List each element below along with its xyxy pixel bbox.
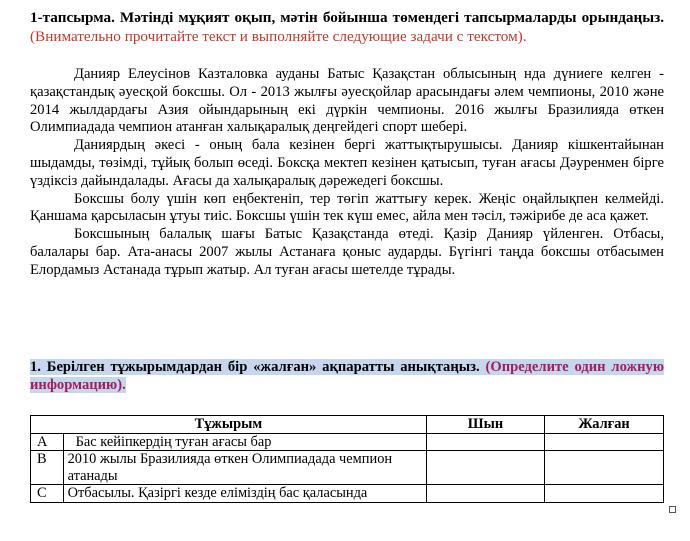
row-statement: Бас кейіпкердің туған ағасы бар xyxy=(63,433,426,451)
task-russian: (Определите один ложную информацию). xyxy=(30,359,664,393)
row-statement: 2010 жылы Бразилияда өткен Олимпиадада чемпион атанады xyxy=(63,451,426,485)
false-cell[interactable] xyxy=(545,433,664,451)
row-letter: A xyxy=(31,433,64,451)
heading-russian: (Внимательно прочитайте текст и выполняйте следующие задачи с текстом). xyxy=(30,28,527,45)
row-letter: C xyxy=(31,485,64,503)
table-row xyxy=(31,485,664,503)
false-cell[interactable] xyxy=(545,451,664,485)
header-true: Шын xyxy=(426,416,544,434)
true-cell[interactable] xyxy=(426,485,544,503)
task-question xyxy=(30,358,664,394)
table-row xyxy=(31,451,664,485)
paragraph-2: Даниярдың әкесі - оның бала кезінен бергі жаттықтырушысы. Данияр кішкентайынан шыдамды, төзімді, тұйық болып өседі. Боксқа мектеп кезінен қатысып, туған ағасы Дәуренмен бірге үздіксіз дайындалады. Ағасы да халықаралық дәрежедегі боксшы. xyxy=(30,137,664,189)
story-text xyxy=(30,66,664,280)
header-false: Жалған xyxy=(545,416,664,434)
task-heading xyxy=(30,8,664,46)
true-cell[interactable] xyxy=(426,451,544,485)
row-statement: Отбасылы. Қазіргі кезде еліміздің бас қаласында xyxy=(63,485,426,503)
false-cell[interactable] xyxy=(545,485,664,503)
table-header-row xyxy=(31,416,664,434)
header-statement: Тұжырым xyxy=(31,416,427,434)
row-letter: B xyxy=(31,451,64,485)
true-cell[interactable] xyxy=(426,433,544,451)
paragraph-3: Боксшы болу үшін көп еңбектеніп, тер төгіп жаттығу керек. Жеңіс оңайлықпен келмейді. Қаншама қарсыласын ұтуы тиіс. Боксшы үшін тек күш емес, айла мен тәсіл, тәжірибе де аса қажет. xyxy=(30,190,664,225)
table-resize-handle[interactable] xyxy=(669,506,676,513)
statements-table xyxy=(30,415,664,503)
paragraph-1: Данияр Елеусінов Казталовка ауданы Батыс Қазақстан облысының нда дүниеге келген - қазақстандық әуесқой боксшы. Ол - 2013 жылғы әуесқойлар арасындағы әлем чемпионы, 2010 және 2014 жылдардағы Азия ойындарының екі дүркін чемпионы. 2016 жылғы Бразилияда өткен Олимпиадада чемпион атанған халықаралық деңгейдегі спорт шебері. xyxy=(30,66,664,136)
paragraph-4: Боксшының балалық шағы Батыс Қазақстанда өтеді. Қазір Данияр үйленген. Отбасы, балалары бар. Ата-анасы 2007 жылы Астанаға қоныс аударды. Бүгінгі таңда боксшы отбасымен Елордамыз Астанада тұрып жатыр. Ал туған ағасы шетелде тұрады. xyxy=(30,226,664,278)
table-row xyxy=(31,433,664,451)
heading-kazakh: 1-тапсырма. Мәтінді мұқият оқып, мәтін бойынша төмендегі тапсырмаларды орындаңыз. xyxy=(30,9,664,26)
task-kazakh: 1. Берілген тұжырымдардан бір «жалған» ақпаратты анықтаңыз. xyxy=(30,359,480,375)
